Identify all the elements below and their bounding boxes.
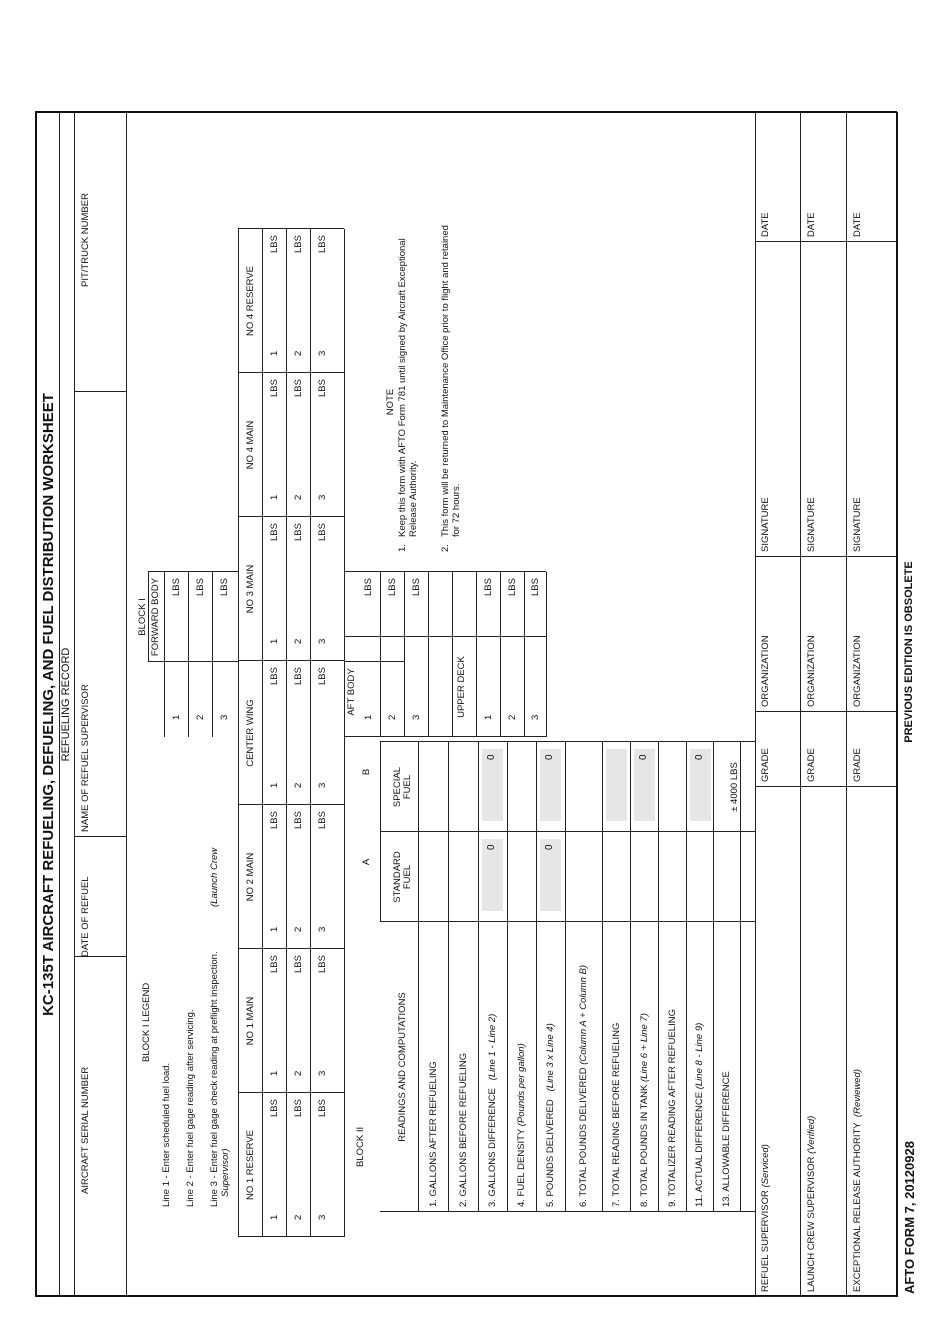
line-number: 1 <box>269 494 280 500</box>
line-number: 2 <box>293 1214 304 1220</box>
legend-line-2: Line 2 - Enter fuel gage reading after servicing. <box>185 1009 196 1207</box>
exceptional-release-note: (Reviewed) <box>852 1069 863 1118</box>
grid-line <box>658 742 659 1212</box>
grid-line <box>740 742 741 1212</box>
signature-label: SIGNATURE <box>806 497 817 552</box>
grid-line <box>164 572 165 737</box>
grid-line <box>344 229 345 1237</box>
line-number: 3 <box>317 638 328 644</box>
form-title: KC-135T AIRCRAFT REFUELING, DEFUELING, AND FUEL DISTRIBUTION WORKSHEET <box>40 393 57 1016</box>
standard-fuel-header: FUEL <box>402 864 413 890</box>
line-number: 2 <box>293 494 304 500</box>
row-5-note: (Line 3 x Line 4) <box>545 1023 556 1092</box>
grid-line <box>148 571 238 572</box>
upper-deck-label: UPPER DECK <box>456 656 467 718</box>
zero-marker: 0 <box>544 754 555 760</box>
tank-no4-main: NO 4 MAIN <box>245 420 256 470</box>
grid-line <box>546 572 547 737</box>
divider <box>74 956 126 957</box>
unit-label: LBS <box>483 578 494 596</box>
readings-header: READINGS AND COMPUTATIONS <box>397 992 408 1142</box>
exceptional-release-label <box>852 1069 863 1292</box>
unit-label: LBS <box>387 578 398 596</box>
launch-supervisor-label <box>806 1116 817 1292</box>
note-2-number: 2. <box>440 544 451 552</box>
standard-fuel-header: STANDARD <box>392 851 403 903</box>
grid-line <box>448 742 449 1212</box>
line-number: 3 <box>530 714 541 720</box>
tank-no3-main: NO 3 MAIN <box>245 564 256 614</box>
unit-label: LBS <box>293 379 304 397</box>
line-number: 3 <box>317 782 328 788</box>
row-7-label: 7. TOTAL READING BEFORE REFUELING <box>611 1022 622 1207</box>
forward-body-label: FORWARD BODY <box>150 577 161 657</box>
grid-line <box>188 572 189 737</box>
zero-marker: 0 <box>486 844 497 850</box>
block2-title: BLOCK II <box>355 1126 366 1167</box>
row-13-label: 13. ALLOWABLE DIFFERENCE <box>721 1071 732 1207</box>
line-number: 2 <box>293 350 304 356</box>
grid-line <box>148 661 238 662</box>
date-label: DATE OF REFUEL <box>80 876 91 957</box>
refuel-supervisor-text: REFUEL SUPERVISOR <box>760 1190 771 1292</box>
row-5-label <box>545 1023 556 1207</box>
grid-line <box>478 742 479 1212</box>
line-number: 3 <box>411 714 422 720</box>
zero-marker: 0 <box>486 754 497 760</box>
grid-line <box>344 571 546 572</box>
obsolete-notice: PREVIOUS EDITION IS OBSOLETE <box>903 561 915 743</box>
unit-label: LBS <box>317 955 328 973</box>
note-1-number: 1. <box>397 544 408 552</box>
divider <box>800 112 801 1297</box>
line-number: 1 <box>269 782 280 788</box>
line-number: 3 <box>317 1070 328 1076</box>
unit-label: LBS <box>171 578 182 596</box>
refuel-supervisor-label <box>760 1144 771 1292</box>
unit-label: LBS <box>219 578 230 596</box>
tank-no1-reserve: NO 1 RESERVE <box>245 1129 256 1201</box>
unit-label: LBS <box>411 578 422 596</box>
note-title: NOTE <box>385 388 396 416</box>
line-number: 3 <box>317 1214 328 1220</box>
unit-label: LBS <box>269 955 280 973</box>
tank-no2-main: NO 2 MAIN <box>245 852 256 902</box>
line-number: 2 <box>293 926 304 932</box>
unit-label: LBS <box>507 578 518 596</box>
line-number: 1 <box>269 1214 280 1220</box>
aft-body-label: AFT BODY <box>346 668 357 716</box>
grid-line <box>524 572 525 737</box>
row-8-text: 8. TOTAL POUNDS IN TANK <box>639 1084 650 1207</box>
line-number: 2 <box>507 714 518 720</box>
divider <box>74 836 126 837</box>
grid-line <box>500 572 501 737</box>
frame-top <box>35 112 37 1297</box>
legend-line-3: Line 3 - Enter fuel gage check reading at preflight inspection. <box>209 951 220 1207</box>
line-number: 1 <box>269 638 280 644</box>
frame-right <box>35 111 897 113</box>
exceptional-release-text: EXCEPTIONAL RELEASE AUTHORITY <box>852 1122 863 1292</box>
divider <box>755 1296 897 1297</box>
grid-line <box>238 229 239 1237</box>
legend-line-3-note: Supervisor) <box>220 1148 231 1197</box>
grid-line <box>565 742 566 1212</box>
grid-line <box>380 921 755 922</box>
unit-label: LBS <box>317 379 328 397</box>
unit-label: LBS <box>293 1099 304 1117</box>
column-a-label: A <box>361 858 372 866</box>
grid-line <box>404 572 405 737</box>
grade-label: GRADE <box>852 748 863 782</box>
grid-line <box>713 742 714 1212</box>
date-label: DATE <box>760 212 771 237</box>
divider <box>755 556 897 557</box>
allowable-value: ± 4000 LBS <box>729 762 740 812</box>
unit-label: LBS <box>317 667 328 685</box>
divider <box>74 391 126 392</box>
legend-title: BLOCK I LEGEND <box>141 982 152 1062</box>
row-11-note: (Line 8 - Line 9) <box>694 1022 705 1090</box>
section-title: REFUELING RECORD <box>60 647 72 762</box>
unit-label: LBS <box>317 1099 328 1117</box>
grid-line <box>380 1211 755 1212</box>
line-number: 3 <box>317 494 328 500</box>
line-number: 3 <box>317 926 328 932</box>
grid-line <box>310 229 311 1237</box>
row-5-text: 5. POUNDS DELIVERED <box>545 1099 556 1207</box>
unit-label: LBS <box>317 235 328 253</box>
organization-label: ORGANIZATION <box>806 635 817 707</box>
grid-line <box>286 229 287 1237</box>
row-2-label: 2. GALLONS BEFORE REFUELING <box>458 1052 469 1207</box>
frame-bottom <box>896 112 898 1297</box>
launch-supervisor-text: LAUNCH CREW SUPERVISOR <box>806 1156 817 1292</box>
line-number: 2 <box>293 782 304 788</box>
line-number: 2 <box>387 714 398 720</box>
refuel-supervisor-note: (Serviced) <box>760 1144 771 1188</box>
zero-marker: 0 <box>638 754 649 760</box>
grid-line <box>452 572 453 737</box>
grid-line <box>630 742 631 1212</box>
grid-line <box>212 572 213 737</box>
grid-line <box>380 742 381 922</box>
row-8-note: (Line 6 + Line 7) <box>639 1013 650 1083</box>
tank-no1-main: NO 1 MAIN <box>245 996 256 1046</box>
line-number: 1 <box>483 714 494 720</box>
row-6-note: (Column A + Column B) <box>578 964 589 1065</box>
unit-label: LBS <box>293 667 304 685</box>
note-2-text: This form will be returned to Maintenance Office prior to flight and retained <box>440 225 451 537</box>
column-b-label: B <box>361 768 372 776</box>
row-11-label <box>694 1023 705 1207</box>
supervisor-label: NAME OF REFUEL SUPERVISOR <box>80 684 91 832</box>
unit-label: LBS <box>195 578 206 596</box>
date-label: DATE <box>852 212 863 237</box>
unit-label: LBS <box>269 235 280 253</box>
row-3-note: (Line 1 - Line 2) <box>487 1013 498 1081</box>
line-number: 2 <box>293 638 304 644</box>
grid-line <box>507 742 508 1212</box>
unit-label: LBS <box>363 578 374 596</box>
note-2-text: for 72 hours. <box>451 483 462 537</box>
line-number: 3 <box>317 350 328 356</box>
divider <box>755 241 897 242</box>
legend-line-1: Line 1 - Enter scheduled fuel load. <box>161 1062 172 1207</box>
row-4-text: 4. FUEL DENSITY <box>516 1128 527 1207</box>
line-number: 3 <box>219 714 230 720</box>
grid-line <box>418 742 419 1212</box>
grid-line <box>262 229 263 1237</box>
note-1-text: Keep this form with AFTO Form 781 until signed by Aircraft Exceptional <box>397 238 408 537</box>
legend-line-3-note: (Launch Crew <box>209 847 220 907</box>
grid-line <box>380 741 755 742</box>
divider <box>126 112 127 1297</box>
unit-label: LBS <box>293 811 304 829</box>
grid-line <box>428 572 429 737</box>
grid-line <box>380 572 381 737</box>
line-number: 2 <box>195 714 206 720</box>
grid-line <box>380 831 755 832</box>
unit-label: LBS <box>530 578 541 596</box>
line-number: 1 <box>269 350 280 356</box>
line-number: 1 <box>269 1070 280 1076</box>
grid-line <box>476 572 477 737</box>
row-6-label <box>578 965 589 1207</box>
divider <box>755 786 897 787</box>
pit-label: PIT/TRUCK NUMBER <box>80 193 91 287</box>
row-3-text: 3. GALLONS DIFFERENCE <box>487 1088 498 1207</box>
row-8-label <box>639 1013 650 1207</box>
line-number: 1 <box>363 714 374 720</box>
signature-label: SIGNATURE <box>760 497 771 552</box>
line-number: 2 <box>293 1070 304 1076</box>
grid-line <box>686 742 687 1212</box>
signature-label: SIGNATURE <box>852 497 863 552</box>
block1-title: BLOCK I <box>137 598 148 636</box>
tank-center-wing: CENTER WING <box>245 699 256 767</box>
row-11-text: 11. ACTUAL DIFFERENCE <box>694 1091 705 1207</box>
line-number: 1 <box>171 714 182 720</box>
organization-label: ORGANIZATION <box>852 635 863 707</box>
grid-line <box>344 736 546 737</box>
unit-label: LBS <box>269 667 280 685</box>
tank-no4-reserve: NO 4 RESERVE <box>245 265 256 337</box>
unit-label: LBS <box>293 955 304 973</box>
unit-label: LBS <box>293 235 304 253</box>
grid-line <box>602 742 603 1212</box>
unit-label: LBS <box>269 1099 280 1117</box>
divider <box>755 711 897 712</box>
line-number: 1 <box>269 926 280 932</box>
unit-label: LBS <box>317 811 328 829</box>
unit-label: LBS <box>269 523 280 541</box>
unit-label: LBS <box>269 379 280 397</box>
row-4-label <box>516 1043 527 1207</box>
form-id: AFTO FORM 7, 20120928 <box>902 1141 917 1294</box>
zero-marker: 0 <box>544 844 555 850</box>
grade-label: GRADE <box>760 748 771 782</box>
grade-label: GRADE <box>806 748 817 782</box>
zero-marker: 0 <box>694 754 705 760</box>
grid-line <box>148 572 149 662</box>
serial-label: AIRCRAFT SERIAL NUMBER <box>80 1066 91 1194</box>
shaded-cell <box>606 749 627 821</box>
row-4-note: (Pounds per gallon) <box>516 1043 527 1127</box>
divider <box>74 112 75 1297</box>
unit-label: LBS <box>269 811 280 829</box>
row-6-text: 6. TOTAL POUNDS DELIVERED <box>578 1067 589 1207</box>
row-9-label: 9. TOTALIZER READING AFTER REFUELING <box>667 1009 678 1207</box>
divider <box>755 112 756 1297</box>
grid-line <box>344 636 546 637</box>
date-label: DATE <box>806 212 817 237</box>
row-3-label <box>487 1014 498 1207</box>
organization-label: ORGANIZATION <box>760 635 771 707</box>
unit-label: LBS <box>293 523 304 541</box>
special-fuel-header: FUEL <box>402 774 413 800</box>
row-1-label: 1. GALLONS AFTER REFUELING <box>428 1061 439 1207</box>
grid-line <box>536 742 537 1212</box>
divider <box>846 112 847 1297</box>
grid-line <box>344 661 404 662</box>
note-1-text: Release Authority. <box>408 460 419 537</box>
launch-supervisor-note: (Verified) <box>806 1115 817 1154</box>
unit-label: LBS <box>317 523 328 541</box>
special-fuel-header: SPECIAL <box>392 766 403 808</box>
